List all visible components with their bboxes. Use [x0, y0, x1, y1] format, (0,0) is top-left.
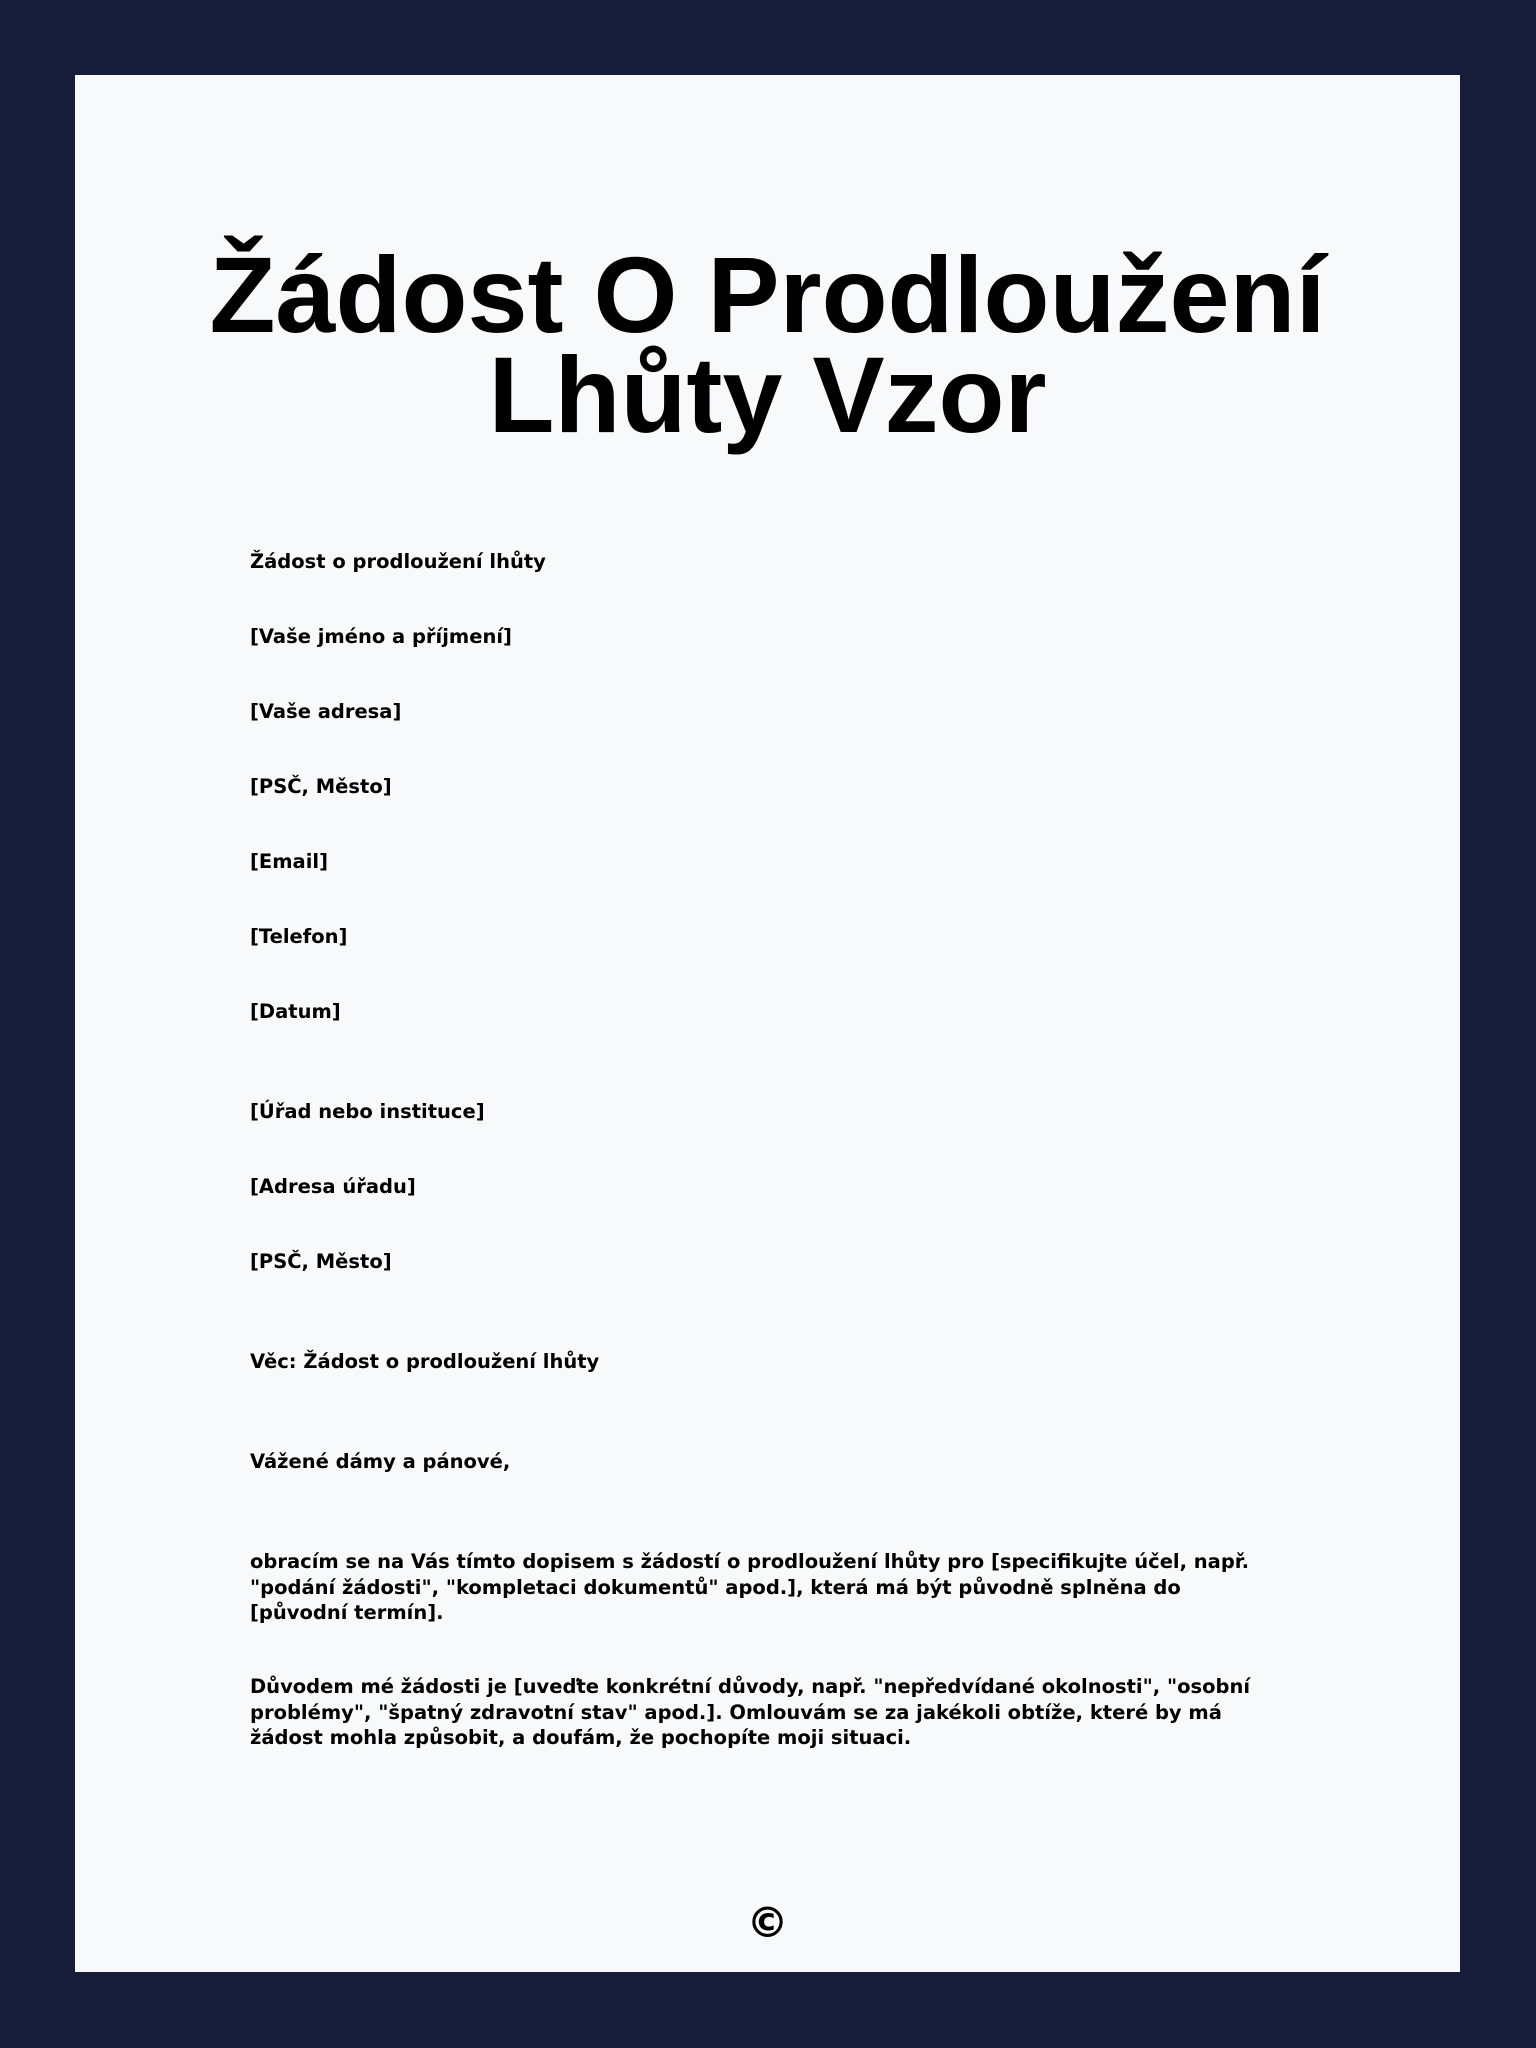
sender-name: [Vaše jméno a příjmení] [250, 625, 512, 648]
sender-phone: [Telefon] [250, 925, 348, 948]
sender-zip-city: [PSČ, Město] [250, 775, 392, 798]
page-title: Žádost O Prodloužení Lhůty Vzor [209, 234, 1326, 455]
letter-paragraph: Důvodem mé žádosti je [uveďte konkrétní důvody, např. "nepředvídané okolnosti", "osobní problémy", "špatný zdravotní stav" apod.]. Omlouvám se za jakékoli obtíže, které by má žádost mohla způsobit, a doufám, že pochopíte moji situaci. [250, 1675, 1251, 1749]
letter-salutation: Vážené dámy a pánové, [250, 1450, 511, 1473]
letter-subject: Věc: Žádost o prodloužení lhůty [250, 1350, 600, 1373]
letter-date: [Datum] [250, 1000, 341, 1023]
sender-email: [Email] [250, 850, 328, 873]
recipient-address: [Adresa úřadu] [250, 1175, 416, 1198]
document-page [75, 75, 1460, 1972]
sender-address: [Vaše adresa] [250, 700, 402, 723]
copyright-icon: © [746, 1898, 789, 1947]
recipient-zip-city: [PSČ, Město] [250, 1250, 392, 1273]
recipient-office: [Úřad nebo instituce] [250, 1100, 485, 1123]
letter-paragraph: obracím se na Vás tímto dopisem s žádostí o prodloužení lhůty pro [specifikujte účel, např. "podání žádosti", "kompletaci dokumentů" apod.], která má být původně splněna do [původní termín]. [250, 1550, 1250, 1624]
letter-heading: Žádost o prodloužení lhůty [250, 550, 546, 573]
